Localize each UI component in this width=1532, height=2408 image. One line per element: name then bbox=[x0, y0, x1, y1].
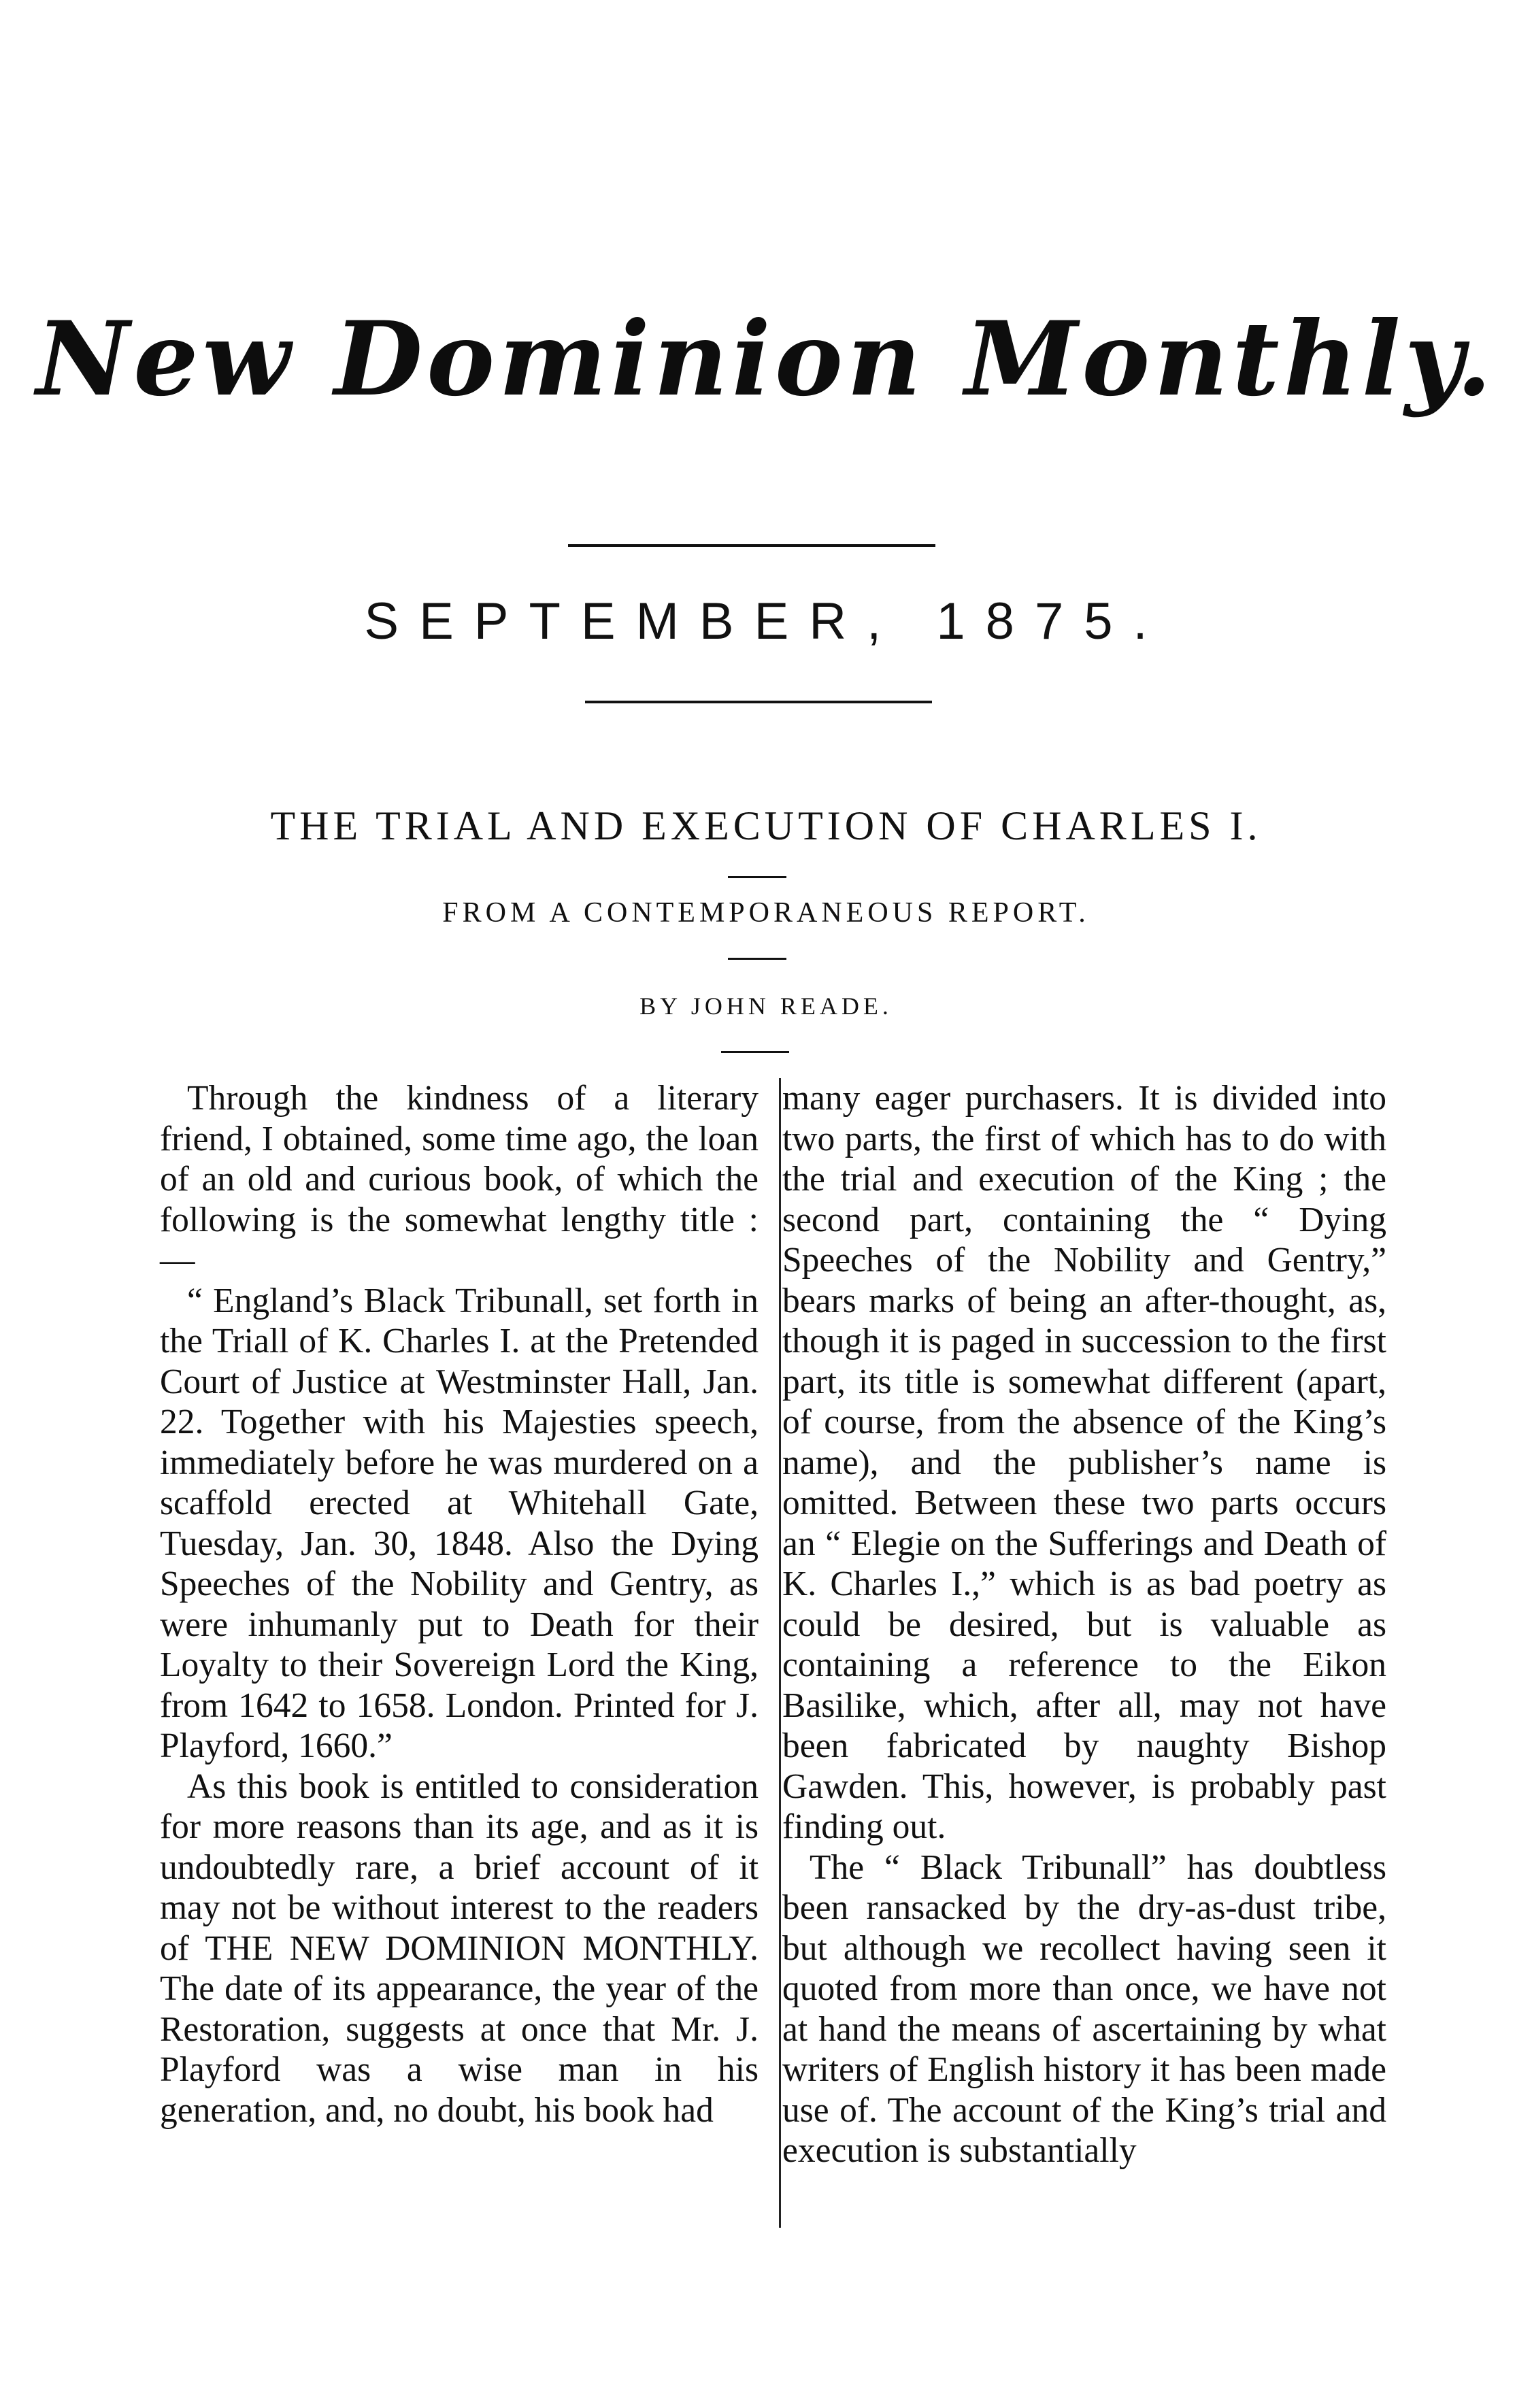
rule-below-title bbox=[728, 876, 786, 878]
column-divider bbox=[779, 1078, 781, 2228]
masthead-title: New Dominion Monthly. bbox=[36, 299, 1496, 419]
rule-below-byline bbox=[721, 1051, 789, 1053]
article-byline: BY JOHN READE. bbox=[639, 992, 893, 1020]
rule-below-subtitle bbox=[728, 958, 786, 960]
issue-date: SEPTEMBER, 1875. bbox=[364, 592, 1168, 650]
right-column bbox=[782, 1078, 1386, 2235]
paragraph: “ England’s Black Tribunall, set forth in the Triall of K. Charles I. at the Pretended Court of Justice at Westminster Hall, Jan. 22. Together with his Majesties speech, immediately before he was murdered on a scaffold erected at Whitehall Gate, Tuesday, Jan. 30, 1848. Also the Dying Speeches of the Nobility and Gentry, as were inhumanly put to Death for their Loyalty to their Sovereign Lord the King, from 1642 to 1658. London. Printed for J. Playford, 1660.” bbox=[160, 1281, 759, 1765]
paragraph: As this book is entitled to consideration for more reasons than its age, and as it is undoubtedly rare, a brief account of it may not be without interest to the readers of THE NEW DOMINION MONTHLY. The date of its appearance, the year of the Restoration, suggests at once that Mr. J. Playford was a wise man in his generation, and, no doubt, his book had bbox=[160, 1767, 759, 2130]
rule-below-date bbox=[585, 701, 932, 703]
paragraph: The “ Black Tribunall” has doubtless been ransacked by the dry-as-dust tribe, but although we recollect having seen it quoted from more than once, we have not at hand the means of ascertaining by what writers of English history it has been made use of. The account of the King’s trial and execution is substantially bbox=[782, 1847, 1386, 2170]
paragraph: Through the kindness of a literary friend, I obtained, some time ago, the loan of an old and curious book, of which the following is the somewhat lengthy title :— bbox=[160, 1079, 759, 1280]
article-title: THE TRIAL AND EXECUTION OF CHARLES I. bbox=[270, 803, 1262, 848]
left-column bbox=[160, 1078, 759, 2235]
paragraph: many eager purchasers. It is divided into two parts, the first of which has to do with the trial and execution of the King ; the second part, containing the “ Dying Speeches of the Nobility and Gentry,” bears marks of being an after-thought, as, though it is paged in succession to the first part, its title is somewhat different (apart, of course, from the absence of the King’s name), and the publisher’s name is omitted. Between these two parts occurs an “ Elegie on the Sufferings and Death of K. Charles I.,” which is as bad poetry as could be desired, but is valuable as containing a reference to the Eikon Basilike, which, after all, may not have been fabricated by naughty Bishop Gawden. This, however, is probably past finding out. bbox=[782, 1079, 1386, 1846]
article-subtitle: FROM A CONTEMPORANEOUS REPORT. bbox=[442, 897, 1090, 929]
rule-above-date bbox=[568, 544, 935, 547]
